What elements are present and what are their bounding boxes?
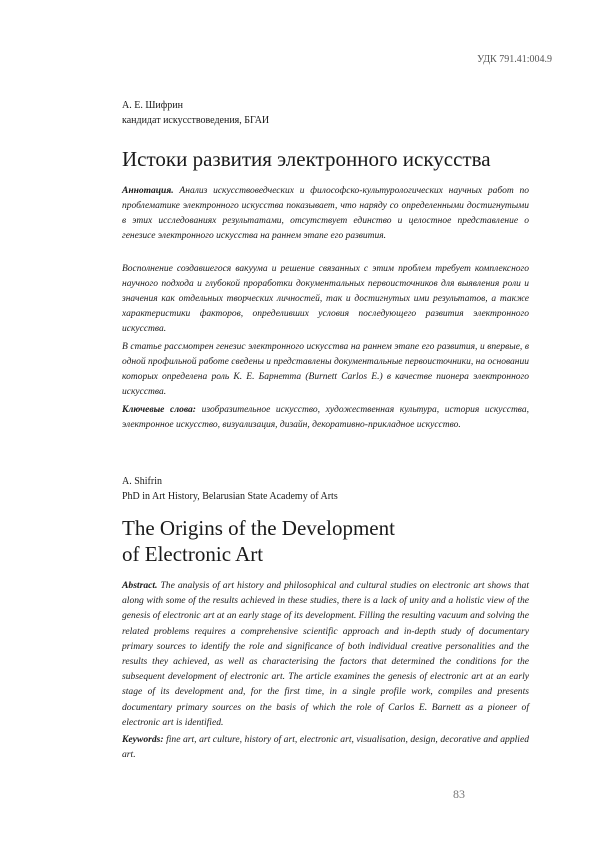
paragraph-3-ru: В статье рассмотрен генезис электронного искусства на раннем этапе его развития, и впервые, в одной профильной работе сведены и представлены документальные первоисточники, на основании которых определена роль К. Е. Барнетта (Burnett Carlos E.) в качестве пионера электронного искусства. — [122, 342, 529, 397]
keywords-text-en: fine art, art culture, history of art, electronic art, visualisation, design, decorative and applied art. — [122, 734, 529, 761]
abstract-label-ru: Аннотация. — [122, 186, 174, 196]
author-affiliation-en: PhD in Art History, Belarusian State Academy of Arts — [122, 491, 338, 502]
author-block-ru — [122, 98, 269, 128]
article-title-ru: Истоки развития электронного искусства — [122, 147, 491, 171]
abstract-ru — [122, 184, 529, 244]
paragraph-2-ru: Восполнение создавшегося вакуума и решение связанных с этим проблем требует комплексного научного подхода и глубокой проработки документальных первоисточников для выявления роли и значения как отдельных творческих личностей, так и достигнутых ими результатов, а также характеристики факторов, определивших условия последующего развития электронного искусства. — [122, 264, 529, 334]
keywords-text-ru: изобразительное искусство, художественная культура, история искусства, электронное искусство, визуализация, дизайн, декоративно-прикладное искусство. — [122, 405, 529, 430]
page-number: 83 — [453, 787, 465, 801]
article-title-en — [122, 515, 395, 567]
keywords-ru — [122, 403, 529, 433]
author-name-ru: А. Е. Шифрин — [122, 100, 183, 111]
article-title-en-line-2: of Electronic Art — [122, 542, 264, 566]
abstract-text-en: The analysis of art history and philosophical and cultural studies on electronic art shows that along with some of the results achieved in these studies, there is a lack of unity and a holistic view of the genesis of electronic art at an early stage of its development. Filling the resulting vacuum and solving the related problems requires a comprehensive scientific approach and in-depth study of documentary primary sources to identify the role and significance of both individual creative personalities and the results they achieved, as well as characterising the factors that determined the conditions for the subsequent development of electronic art. The article examines the genesis of electronic art at an early stage of its development and, for the first time, in a single profile work, compiles and presents documentary primary sources on the basis of which the role of Carlos E. Barnett as a pioneer of electronic art is identified. — [122, 580, 529, 728]
udc-code: УДК 791.41:004.9 — [477, 54, 552, 65]
author-name-en: A. Shifrin — [122, 476, 162, 487]
keywords-label-ru: Ключевые слова: — [122, 405, 196, 415]
keywords-en — [122, 732, 529, 762]
abstract-text-ru: Анализ искусствоведческих и философско-культурологических научных работ по проблематике электронного искусства показывает, что наряду со определенными достигнутыми в этих исследованиях результатами, отсутствует единство и целостное представление о генезисе электронного искусства на раннем этапе его развития. — [122, 186, 529, 241]
keywords-label-en: Keywords: — [122, 734, 164, 745]
author-block-en — [122, 474, 338, 504]
abstract-en — [122, 578, 529, 730]
abstract-label-en: Abstract. — [122, 580, 158, 591]
author-affiliation-ru: кандидат искусствоведения, БГАИ — [122, 115, 270, 126]
article-title-en-line-1: The Origins of the Development — [122, 516, 395, 540]
